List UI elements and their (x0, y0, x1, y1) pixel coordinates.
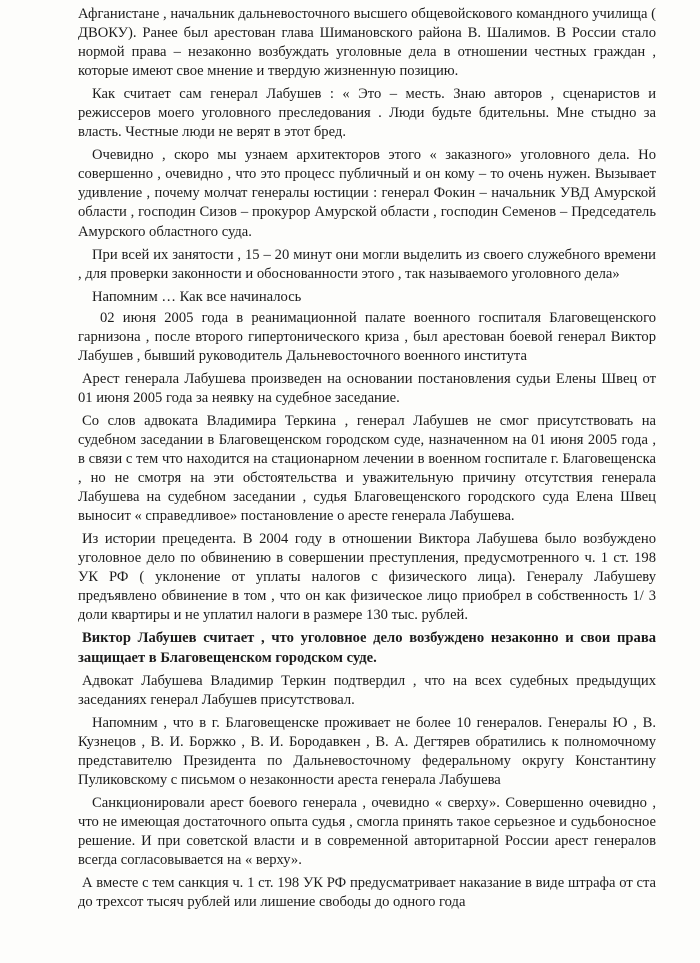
paragraph-5: Напомним … Как все начиналось (92, 288, 302, 305)
paragraph-11: Адвокат Лабушева Владимир Теркин подтвердил , что на всех судебных предыдущих заседаниях генерал Лабушев присутствовал. (78, 672, 656, 708)
paragraph-4: При всей их занятости , 15 – 20 минут они могли выделить из своего служебного времени , для проверки законности и обоснованности этого , так называемого уголовного дела» (78, 246, 656, 282)
paragraph-1: Афганистане , начальник дальневосточного высшего общевойскового командного училища ( ДВОКУ). Ранее был арестован глава Шимановского района В. Шалимов. В России стало нормой права – незаконно возбуждать уголовные дела в отношении честных граждан , которые имеют свое мнение и твердую жизненную позицию. (78, 6, 656, 80)
paragraph-13: Санкционировали арест боевого генерала , очевидно « сверху». Совершенно очевидно , что не имеющая достаточного опыта судья , смогла принять такое серьезное и судьбоносное решение. И при советской власти и в современной авторитарной России арест генералов всегда согласовывается на « верху». (78, 794, 656, 868)
paragraph-8: Со слов адвоката Владимира Теркина , генерал Лабушев не смог присутствовать на судебном заседании в Благовещенском городском суде, назначенном на 01 июня 2005 года , в связи с тем что находится на стационарном лечении в военном госпитале г. Благовещенска , но не смотря на эти обстоятельства и уважительную причину отсутствия генерала Лабушева на судебном заседании , судья Благовещенского городского суда Елена Швец выносит « справедливое» постановление о аресте генерала Лабушева. (78, 412, 656, 525)
paragraph-12: Напомним , что в г. Благовещенске проживает не более 10 генералов. Генералы Ю , В. Кузнецов , В. И. Боржко , В. И. Бородавкен , В. А. Дегтярев обратились к полномочному представителю Президента по Дальневосточному федеральному округу Константину Пуликовскому с письмом о незаконности ареста генерала Лабушева (78, 714, 656, 788)
paragraph-2: Как считает сам генерал Лабушев : « Это – месть. Знаю авторов , сценаристов и режиссеров моего уголовного преследования . Люди будьте бдительны. Мне стыдно за власть. Честные люди не верят в этот бред. (78, 86, 656, 141)
paragraph-10-bold: Виктор Лабушев считает , что уголовное дело возбуждено незаконно и свои права защищает в Благовещенском городском суде. (78, 630, 656, 666)
paragraph-3: Очевидно , скоро мы узнаем архитекторов этого « заказного» уголовного дела. Но совершенно , очевидно , что это процесс публичный и он кому – то очень нужен. Вызывает удивление , почему молчат генералы юстиции : генерал Фокин – начальник УВД Амурской области , господин Сизов – прокурор Амурской области , господин Семенов – Председатель Амурского областного суда. (78, 147, 656, 240)
paragraph-7: Арест генерала Лабушева произведен на основании постановления судьи Елены Швец от 01 июня 2005 года за неявку на судебное заседание. (78, 370, 656, 406)
paragraph-14: А вместе с тем санкция ч. 1 ст. 198 УК РФ предусматривает наказание в виде штрафа от ста до трехсот тысяч рублей или лишение свободы до одного года (78, 875, 656, 911)
paragraph-9: Из истории прецедента. В 2004 году в отношении Виктора Лабушева было возбуждено уголовное дело по обвинению в совершении преступления, предусмотренного ч. 1 ст. 198 УК РФ ( уклонение от уплаты налогов с физического лица). Генералу Лабушеву предъявлено обвинение в том , что он как физическое лицо приобрел в собственность 1/ 3 доли квартиры и не уплатил налоги в размере 130 тыс. рублей. (78, 531, 656, 624)
paragraph-6: 02 июня 2005 года в реанимационной палате военного госпиталя Благовещенского гарнизона , после второго гипертонического криза , был арестован боевой генерал Виктор Лабушев , бывший руководитель Дальневосточного военного института (78, 309, 656, 364)
